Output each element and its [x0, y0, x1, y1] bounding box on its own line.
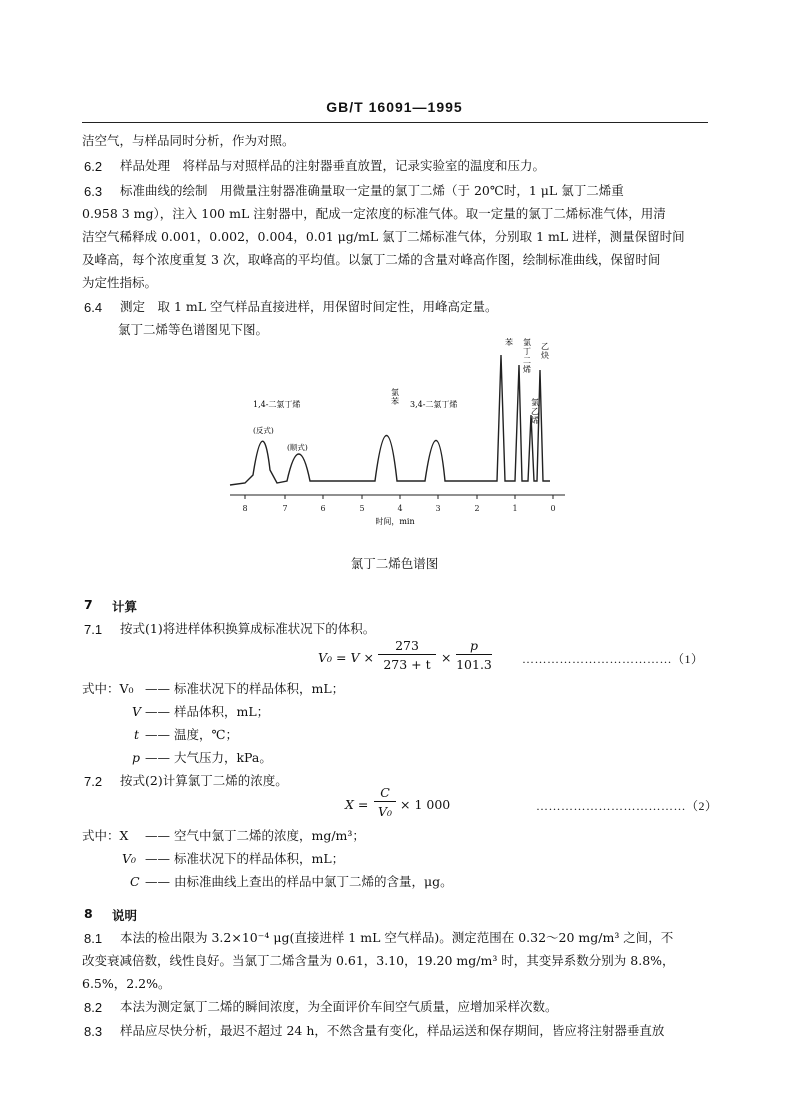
- formula-2-bar: [374, 801, 396, 802]
- section-title-7: 计算: [112, 599, 138, 614]
- clause-number-8-1: 8.1: [84, 931, 103, 946]
- formula-1-times: ×: [441, 650, 452, 665]
- where2-sym-2: C: [130, 874, 140, 889]
- tick-label-5: 5: [359, 504, 365, 513]
- where2-sym-0: 式中：X: [82, 828, 129, 843]
- paragraph-6-1-end: 洁空气，与样品同时分析，作为对照。: [82, 133, 295, 148]
- label-benzene: 苯: [505, 338, 513, 347]
- tick-label-6: 6: [320, 504, 326, 513]
- formula-1-lhs: V₀ = V ×: [318, 650, 374, 665]
- label-chlorobenzene: 氯苯: [391, 388, 399, 406]
- clause-6-3-line-3: 洁空气稀释成 0.001，0.002，0.004，0.01 μg/mL 氯丁二烯标准气体，分别取 1 mL 进样，测量保留时间: [82, 229, 685, 244]
- clause-number-8-2: 8.2: [84, 1000, 103, 1015]
- clause-number-6-4: 6.4: [84, 300, 103, 315]
- label-chloroprene: 氯丁二烯: [523, 338, 531, 374]
- where2-desc-0: —— 空气中氯丁二烯的浓度，mg/m³；: [145, 828, 365, 843]
- where1-desc-1: —— 样品体积，mL；: [145, 704, 270, 719]
- page-header: GB/T 16091—1995: [326, 99, 463, 115]
- formula-1-number: ………………………………（1）: [522, 652, 704, 666]
- clause-number-6-3: 6.3: [84, 184, 103, 199]
- clause-8-3-text: 样品应尽快分析，最迟不超过 24 h，不然含量有变化，样品运送和保存期间，皆应将注射器垂直放: [120, 1023, 665, 1038]
- label-cis: (顺式): [287, 443, 308, 452]
- tick-label-4: 4: [397, 504, 403, 513]
- time-axis-ticks: [245, 495, 553, 499]
- tick-label-1: 1: [512, 504, 518, 513]
- label-trans: (反式): [253, 426, 274, 435]
- x-axis-label: 时间，min: [375, 517, 415, 526]
- section-title-8: 说明: [112, 908, 138, 923]
- formula-2-number: ………………………………（2）: [536, 799, 718, 813]
- clause-8-1-line-1: 本法的检出限为 3.2×10⁻⁴ μg(直接进样 1 mL 空气样品)。测定范围在 0.32～20 mg/m³ 之间，不: [120, 930, 674, 945]
- clause-6-3-line-2: 0.958 3 mg），注入 100 mL 注射器中，配成一定浓度的标准气体。取一定量的氯丁二烯标准气体，用清: [82, 206, 666, 221]
- formula-2-denominator: V₀: [377, 804, 393, 819]
- clause-8-2-text: 本法为测定氯丁二烯的瞬间浓度，为全面评价车间空气质量，应增加采样次数。: [120, 999, 558, 1014]
- where2-desc-1: —— 标准状况下的样品体积，mL；: [145, 851, 345, 866]
- clause-8-1-line-2: 改变衰减倍数，线性良好。当氯丁二烯含量为 0.61，3.10，19.20 mg/m³ 时，其变异系数分别为 8.8%，: [82, 953, 675, 968]
- formula-1-frac2-denominator: 101.3: [456, 657, 492, 672]
- clause-6-3-line-5: 为定性指标。: [82, 275, 158, 290]
- clause-7-1-text: 按式(1)将进样体积换算成标准状况下的体积。: [120, 621, 376, 636]
- tick-label-2: 2: [474, 504, 480, 513]
- header-rule: [82, 122, 708, 123]
- where2-desc-2: —— 由标准曲线上查出的样品中氯丁二烯的含量，μg。: [145, 874, 453, 889]
- where1-sym-1: V: [132, 704, 142, 719]
- formula-1-frac1-numerator: 273: [395, 638, 419, 653]
- where2-sym-1: V₀: [122, 851, 137, 866]
- where1-sym-2: t: [134, 727, 140, 742]
- where1-sym-0: 式中：V₀: [82, 681, 134, 696]
- clause-number-6-2: 6.2: [84, 159, 103, 174]
- formula-1-frac2-bar: [456, 654, 492, 655]
- clause-6-4-text: 测定 取 1 mL 空气样品直接进样，用保留时间定性，用峰高定量。: [120, 299, 498, 314]
- formula-2-rhs: × 1 000: [400, 797, 451, 812]
- formula-1-frac1-denominator: 273 + t: [383, 657, 431, 672]
- chromatogram-trace: [230, 355, 550, 485]
- label-vinyl-chloride: 氯乙烯: [531, 398, 539, 425]
- clause-number-7-1: 7.1: [84, 622, 103, 637]
- figure-caption: 氯丁二烯色谱图: [350, 556, 439, 571]
- tick-label-0: 0: [550, 504, 556, 513]
- clause-7-2-text: 按式(2)计算氯丁二烯的浓度。: [120, 773, 288, 788]
- clause-6-3-line-4: 及峰高，每个浓度重复 3 次，取峰高的平均值。以氯丁二烯的含量对峰高作图，绘制标准曲线，保留时间: [82, 252, 661, 267]
- where1-desc-3: —— 大气压力，kPa。: [145, 750, 272, 765]
- formula-2-lhs: X =: [345, 797, 369, 812]
- tick-label-8: 8: [242, 504, 248, 513]
- label-34-dichlorobutene: 3,4-二氯丁烯: [410, 400, 458, 409]
- section-number-8: 8: [84, 906, 93, 921]
- where1-desc-2: —— 温度，℃；: [145, 727, 238, 742]
- label-14-dichlorobutene: 1,4-二氯丁烯: [253, 400, 301, 409]
- tick-label-7: 7: [282, 504, 288, 513]
- clause-6-2-text: 样品处理 将样品与对照样品的注射器垂直放置，记录实验室的温度和压力。: [120, 158, 546, 173]
- clause-number-7-2: 7.2: [84, 774, 103, 789]
- where1-desc-0: —— 标准状况下的样品体积，mL；: [145, 681, 345, 696]
- formula-2-numerator: C: [380, 785, 390, 800]
- clause-number-8-3: 8.3: [84, 1024, 103, 1039]
- clause-6-3-line-1: 标准曲线的绘制 用微量注射器准确量取一定量的氯丁二烯（于 20℃时，1 μL 氯丁二烯重: [120, 183, 624, 198]
- tick-label-3: 3: [435, 504, 441, 513]
- label-acetylene: 乙炔: [541, 342, 549, 360]
- section-number-7: 7: [84, 597, 93, 612]
- figure-reference: 氯丁二烯等色谱图见下图。: [118, 322, 269, 337]
- formula-1-frac1-bar: [378, 654, 436, 655]
- formula-1-frac2-numerator: p: [469, 638, 478, 653]
- chromatogram-figure: [225, 335, 575, 535]
- clause-8-1-line-3: 6.5%，2.2%。: [82, 976, 171, 991]
- where1-sym-3: p: [132, 750, 141, 765]
